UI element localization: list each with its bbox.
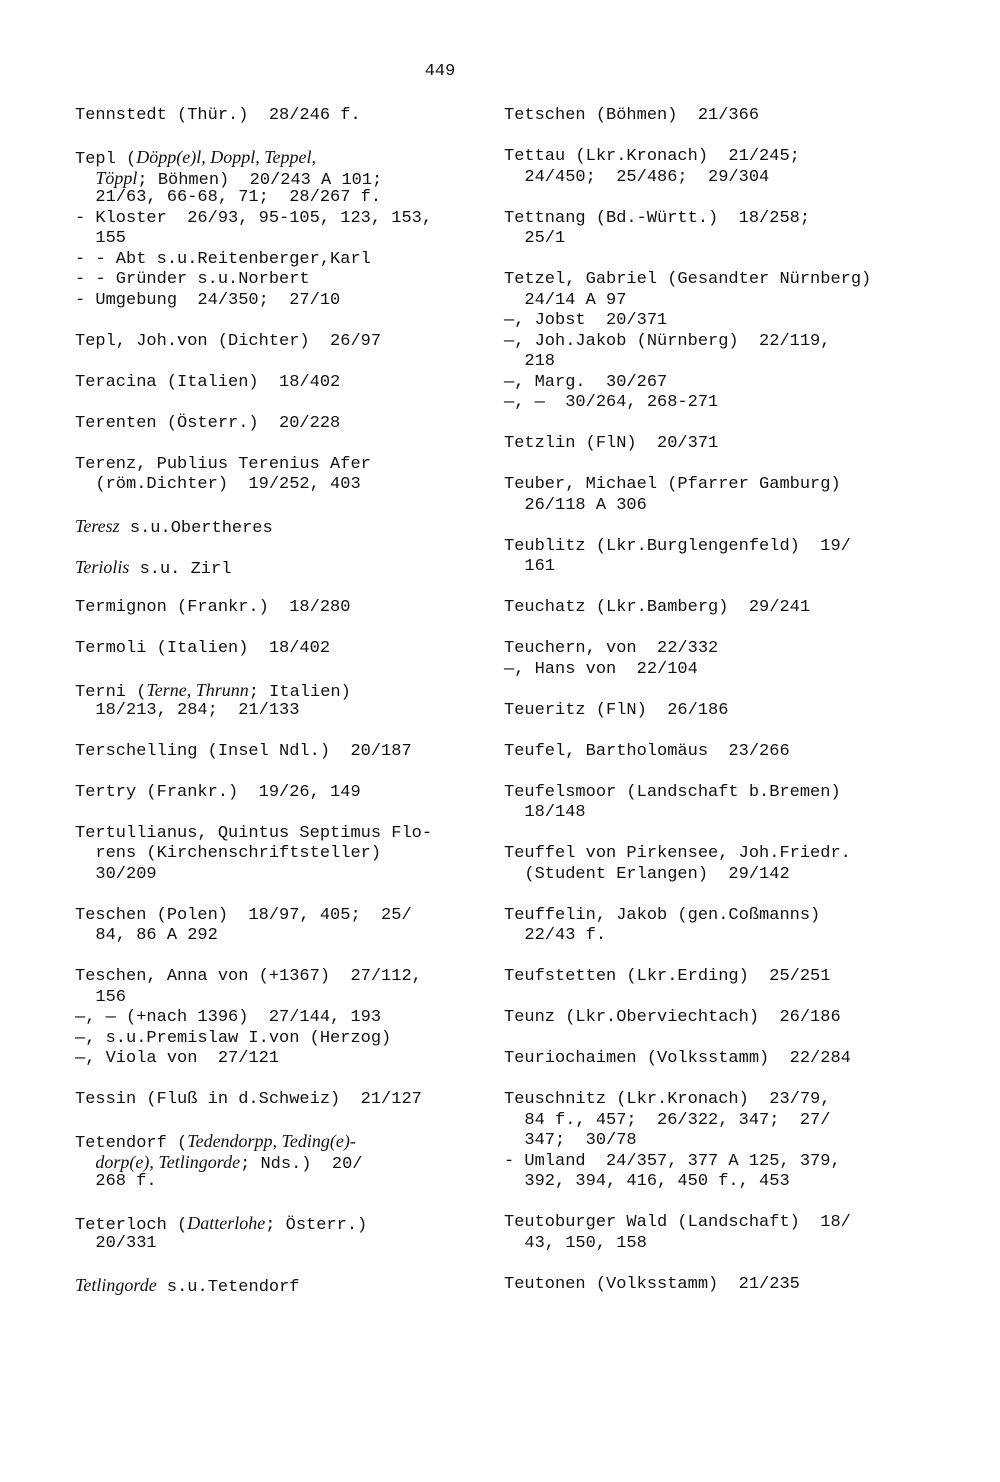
entry-line — [75, 967, 515, 988]
entry-line — [75, 680, 515, 701]
index-entry — [75, 1275, 515, 1316]
entry-line — [75, 229, 515, 250]
entry-text: - - Abt s.u.Reitenberger,Karl — [75, 249, 371, 269]
entry-line — [75, 639, 515, 660]
index-entry — [75, 373, 515, 414]
entry-text: 155 — [75, 229, 127, 248]
entry-line — [75, 865, 515, 886]
entry-text: ; Nds.) 20/ — [240, 1154, 363, 1174]
index-entry — [504, 783, 944, 845]
entry-text: - Umgebung 24/350; 27/10 — [75, 290, 341, 310]
index-entry — [75, 1131, 515, 1213]
index-entry — [75, 680, 515, 742]
entry-line — [504, 352, 944, 373]
entry-text: Teufstetten (Lkr.Erding) 25/251 — [504, 967, 831, 986]
entry-line — [75, 475, 515, 496]
entry-text: Terschelling (Insel Ndl.) 20/187 — [75, 741, 412, 761]
entry-text: —, Viola von 27/121 — [75, 1049, 280, 1068]
entry-text: ; Böhmen) 20/243 A 101; — [137, 170, 383, 190]
entry-line — [504, 783, 944, 804]
entry-line — [75, 168, 515, 189]
index-entry — [504, 742, 944, 783]
italic-text: Tetlingorde — [75, 1274, 157, 1295]
index-entry — [75, 967, 515, 1090]
entry-line — [75, 1234, 515, 1255]
entry-line — [75, 557, 515, 578]
entry-text: Tepl ( — [75, 150, 137, 169]
entry-text: Tetzel, Gabriel (Gesandter Nürnberg) — [504, 270, 872, 289]
entry-line — [75, 906, 515, 927]
index-entry — [504, 701, 944, 742]
entry-text: Teueritz (FlN) 26/186 — [504, 700, 729, 720]
entry-line — [504, 229, 944, 250]
entry-line — [504, 475, 944, 496]
italic-text: Teriolis — [75, 557, 130, 577]
entry-line — [504, 598, 944, 619]
entry-line — [504, 660, 944, 681]
entry-text: Teufel, Bartholomäus 23/266 — [504, 741, 790, 761]
entry-line — [504, 742, 944, 763]
entry-text: Tessin (Fluß in d.Schweiz) 21/127 — [75, 1090, 422, 1109]
entry-text: 21/63, 66-68, 71; 28/267 f. — [75, 188, 382, 207]
entry-line — [75, 516, 515, 537]
entry-line — [504, 967, 944, 988]
entry-line — [504, 926, 944, 947]
entry-line — [75, 188, 515, 209]
italic-text: Datterlohe — [187, 1213, 266, 1233]
index-entry — [504, 1275, 944, 1316]
entry-text: Teutonen (Volksstamm) 21/235 — [504, 1274, 800, 1294]
entry-text: Teuschnitz (Lkr.Kronach) 23/79, — [504, 1090, 831, 1109]
index-entry — [75, 557, 515, 598]
entry-line — [75, 1008, 515, 1029]
entry-text: Tertry (Frankr.) 19/26, 149 — [75, 782, 361, 802]
entry-text: 161 — [504, 557, 556, 576]
entry-text: s.u.Obertheres — [119, 519, 273, 538]
entry-text: 26/118 A 306 — [504, 495, 647, 515]
italic-text: Tedendorpp, Teding(e)- — [187, 1131, 356, 1151]
entry-text: 18/148 — [504, 803, 586, 822]
index-entry — [504, 475, 944, 537]
entry-line — [504, 1131, 944, 1152]
entry-line — [75, 270, 515, 291]
entry-text: Teuffelin, Jakob (gen.Coßmanns) — [504, 905, 821, 925]
entry-line — [75, 988, 515, 1009]
entry-line — [504, 311, 944, 332]
index-entry — [504, 844, 944, 906]
entry-line — [504, 906, 944, 927]
entry-line — [75, 742, 515, 763]
entry-line — [75, 147, 515, 168]
entry-line — [75, 373, 515, 394]
entry-line — [504, 332, 944, 353]
index-entry — [75, 455, 515, 517]
entry-text: Tertullianus, Quintus Septimus Flo- — [75, 823, 433, 843]
entry-text: - - Gründer s.u.Norbert — [75, 270, 310, 289]
entry-text: rens (Kirchenschriftsteller) — [75, 844, 382, 863]
entry-line — [75, 209, 515, 230]
right-column — [504, 106, 944, 1316]
entry-text: 84, 86 A 292 — [75, 926, 218, 945]
index-entry — [75, 598, 515, 639]
index-entry — [504, 209, 944, 271]
entry-line — [504, 209, 944, 230]
entry-line — [504, 1111, 944, 1132]
entry-line — [504, 393, 944, 414]
italic-text: Döpp(e)l, Doppl, Teppel, — [136, 147, 317, 167]
entry-text: Teuchern, von 22/332 — [504, 639, 719, 658]
entry-text: Termoli (Italien) 18/402 — [75, 639, 331, 658]
entry-text: ; Italien) — [248, 683, 351, 702]
entry-text: 18/213, 284; 21/133 — [75, 700, 300, 720]
entry-text: s.u. Zirl — [129, 560, 232, 579]
entry-line — [75, 1049, 515, 1070]
entry-text: Teuchatz (Lkr.Bamberg) 29/241 — [504, 598, 811, 617]
index-entry — [75, 824, 515, 906]
index-entry — [75, 1213, 515, 1275]
index-entry — [504, 147, 944, 209]
italic-text: Terne, Thrunn — [146, 680, 249, 700]
entry-line — [504, 557, 944, 578]
entry-text: Teracina (Italien) 18/402 — [75, 372, 341, 392]
entry-line — [75, 926, 515, 947]
entry-line — [75, 106, 515, 127]
index-entry — [75, 1090, 515, 1131]
index-entry — [75, 147, 515, 332]
entry-text: Teuber, Michael (Pfarrer Gamburg) — [504, 475, 841, 494]
entry-text: 30/209 — [75, 864, 157, 884]
entry-text: Teschen, Anna von (+1367) 27/112, — [75, 967, 422, 986]
entry-line — [75, 250, 515, 271]
entry-line — [75, 1090, 515, 1111]
index-entry — [75, 106, 515, 147]
entry-line — [75, 455, 515, 476]
entry-line — [504, 434, 944, 455]
entry-text: —, Marg. 30/267 — [504, 372, 668, 392]
entry-text: 218 — [504, 352, 556, 371]
entry-text: Teterloch ( — [75, 1216, 188, 1235]
entry-line — [75, 1172, 515, 1193]
entry-line — [75, 291, 515, 312]
entry-line — [504, 844, 944, 865]
index-entry — [75, 783, 515, 824]
entry-line — [75, 1152, 515, 1173]
italic-text: dorp(e), Tetlingorde — [95, 1151, 241, 1172]
entry-line — [504, 537, 944, 558]
entry-text: —, Jobst 20/371 — [504, 311, 668, 330]
entry-text: 24/450; 25/486; 29/304 — [504, 167, 770, 187]
entry-line — [504, 701, 944, 722]
index-entry — [75, 516, 515, 557]
entry-line — [75, 844, 515, 865]
entry-line — [75, 332, 515, 353]
entry-line — [504, 106, 944, 127]
index-entry — [75, 742, 515, 783]
entry-text: Tennstedt (Thür.) 28/246 f. — [75, 106, 361, 125]
entry-text: Tetendorf ( — [75, 1134, 188, 1153]
entry-text: - Kloster 26/93, 95-105, 123, 153, — [75, 208, 433, 228]
index-entry — [75, 639, 515, 680]
entry-line — [75, 783, 515, 804]
entry-line — [504, 1275, 944, 1296]
entry-text: ; Österr.) — [265, 1216, 368, 1235]
entry-line — [504, 1049, 944, 1070]
index-entry — [504, 1049, 944, 1090]
entry-text: Terenten (Österr.) 20/228 — [75, 413, 341, 433]
entry-line — [504, 291, 944, 312]
entry-text: Teschen (Polen) 18/97, 405; 25/ — [75, 905, 412, 925]
index-entry — [504, 270, 944, 434]
entry-text: Terenz, Publius Terenius Afer — [75, 454, 371, 474]
index-entry — [504, 434, 944, 475]
entry-line — [504, 865, 944, 886]
index-entry — [75, 414, 515, 455]
entry-line — [75, 1131, 515, 1152]
entry-line — [75, 598, 515, 619]
entry-text: Tettnang (Bd.-Württ.) 18/258; — [504, 208, 811, 228]
entry-text — [75, 171, 95, 190]
entry-text: —, s.u.Premislaw I.von (Herzog) — [75, 1028, 392, 1048]
index-entry — [504, 598, 944, 639]
entry-text: 347; 30/78 — [504, 1131, 637, 1150]
entry-text: Tettau (Lkr.Kronach) 21/245; — [504, 147, 800, 166]
entry-text: Tetzlin (FlN) 20/371 — [504, 434, 719, 453]
entry-text: Teutoburger Wald (Landschaft) 18/ — [504, 1213, 851, 1232]
entry-text: 268 f. — [75, 1172, 157, 1191]
index-entry — [75, 906, 515, 968]
entry-text: Teufelsmoor (Landschaft b.Bremen) — [504, 782, 841, 802]
left-column — [75, 106, 515, 1316]
entry-line — [75, 1275, 515, 1296]
entry-text: Terni ( — [75, 683, 147, 702]
italic-text: Teresz — [75, 516, 120, 536]
entry-line — [75, 1029, 515, 1050]
entry-line — [75, 414, 515, 435]
index-entry — [504, 639, 944, 701]
entry-line — [504, 639, 944, 660]
index-entry — [504, 1008, 944, 1049]
entry-text: —, Joh.Jakob (Nürnberg) 22/119, — [504, 331, 831, 351]
entry-text — [75, 1155, 95, 1174]
entry-text: —, — (+nach 1396) 27/144, 193 — [75, 1008, 382, 1027]
entry-text: 24/14 A 97 — [504, 290, 627, 310]
entry-line — [504, 1152, 944, 1173]
entry-line — [504, 147, 944, 168]
index-entry — [504, 106, 944, 147]
entry-line — [504, 496, 944, 517]
entry-text: 22/43 f. — [504, 926, 607, 945]
index-entry — [75, 332, 515, 373]
entry-line — [75, 1213, 515, 1234]
entry-text: Tepl, Joh.von (Dichter) 26/97 — [75, 331, 382, 351]
entry-text: 20/331 — [75, 1233, 157, 1253]
entry-text: —, — 30/264, 268-271 — [504, 393, 719, 412]
entry-line — [504, 1234, 944, 1255]
entry-line — [504, 1172, 944, 1193]
index-entry — [504, 537, 944, 599]
entry-text: Teublitz (Lkr.Burglengenfeld) 19/ — [504, 536, 851, 556]
entry-text: 25/1 — [504, 229, 566, 248]
entry-text: - Umland 24/357, 377 A 125, 379, — [504, 1151, 841, 1171]
entry-line — [504, 1008, 944, 1029]
entry-text: 392, 394, 416, 450 f., 453 — [504, 1172, 790, 1191]
entry-text: Termignon (Frankr.) 18/280 — [75, 598, 351, 617]
entry-text: 84 f., 457; 26/322, 347; 27/ — [504, 1110, 831, 1130]
entry-text: Teunz (Lkr.Oberviechtach) 26/186 — [504, 1008, 841, 1027]
entry-text: (Student Erlangen) 29/142 — [504, 864, 790, 884]
entry-text: Teuffel von Pirkensee, Joh.Friedr. — [504, 844, 851, 863]
entry-line — [504, 803, 944, 824]
entry-line — [504, 270, 944, 291]
index-entry — [504, 1090, 944, 1213]
entry-text: s.u.Tetendorf — [156, 1277, 300, 1297]
entry-text: 156 — [75, 987, 127, 1007]
entry-text: —, Hans von 22/104 — [504, 659, 698, 679]
entry-line — [504, 1213, 944, 1234]
index-entry — [504, 1213, 944, 1275]
entry-line — [504, 373, 944, 394]
entry-text: Teuriochaimen (Volksstamm) 22/284 — [504, 1049, 851, 1068]
entry-text: (röm.Dichter) 19/252, 403 — [75, 475, 361, 494]
entry-line — [504, 168, 944, 189]
index-entry — [504, 906, 944, 968]
page-number: 449 — [424, 62, 456, 81]
entry-text: 43, 150, 158 — [504, 1233, 647, 1253]
italic-text: Töppl — [95, 167, 138, 188]
entry-line — [504, 1090, 944, 1111]
entry-text: Tetschen (Böhmen) 21/366 — [504, 106, 760, 125]
entry-line — [75, 701, 515, 722]
entry-line — [75, 824, 515, 845]
index-entry — [504, 967, 944, 1008]
